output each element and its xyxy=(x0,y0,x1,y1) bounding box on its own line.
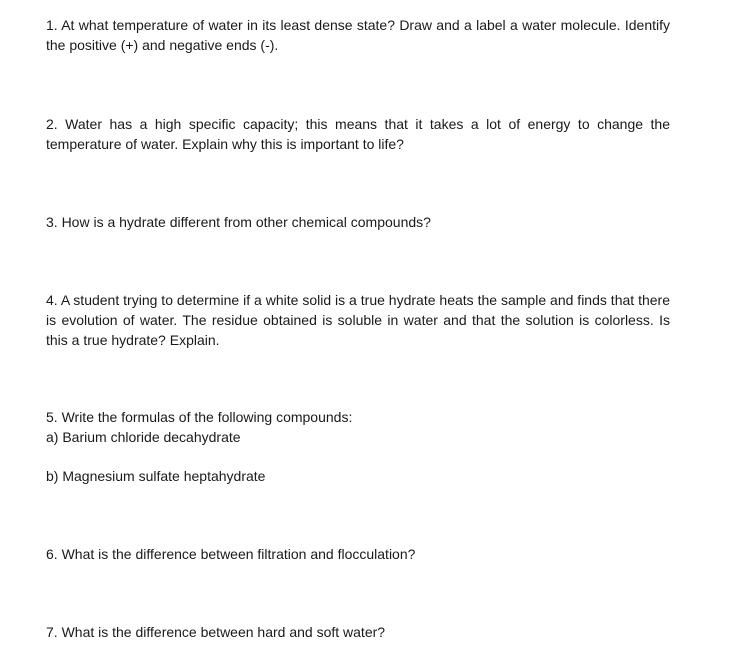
question-7 xyxy=(46,622,670,642)
question-5 xyxy=(46,407,670,486)
question-6 xyxy=(46,544,670,564)
question-1-text: 1. At what temperature of water in its least dense state? Draw and a label a water molecule. Identify the positive (+) and negative ends (-). xyxy=(46,17,670,53)
question-4-text: 4. A student trying to determine if a white solid is a true hydrate heats the sample and finds that there is evolution of water. The residue obtained is soluble in water and that the solution is colorless. Is this a true hydrate? Explain. xyxy=(46,292,670,348)
question-7-text: 7. What is the difference between hard and soft water? xyxy=(46,624,386,640)
question-5-part-b: b) Magnesium sulfate heptahydrate xyxy=(46,468,266,484)
question-2-text: 2. Water has a high specific capacity; this means that it takes a lot of energy to change the temperature of water. Explain why this is important to life? xyxy=(46,116,670,152)
question-5-text: 5. Write the formulas of the following compounds: xyxy=(46,409,353,425)
question-3-text: 3. How is a hydrate different from other chemical compounds? xyxy=(46,214,431,230)
question-4 xyxy=(46,290,670,350)
question-3 xyxy=(46,212,670,232)
question-1 xyxy=(46,15,670,55)
question-5-part-a: a) Barium chloride decahydrate xyxy=(46,429,241,445)
question-2 xyxy=(46,114,670,154)
question-6-text: 6. What is the difference between filtration and flocculation? xyxy=(46,546,416,562)
